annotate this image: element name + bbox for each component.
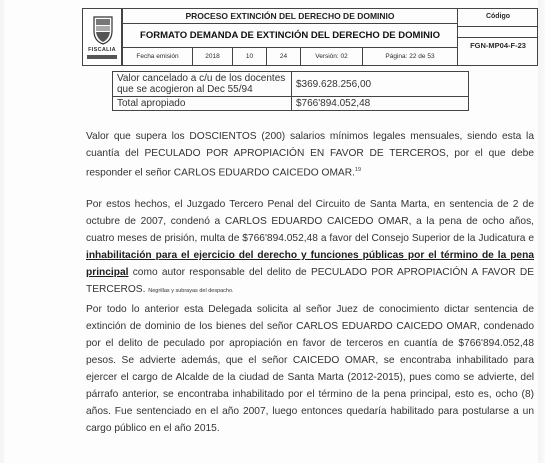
code-box [458,8,538,66]
paragraph-1 [86,128,534,181]
process-title: PROCESO EXTINCIÓN DEL DERECHO DE DOMINIO [122,8,458,24]
paragraph-3 [86,301,534,437]
amount-value: $369.628.256,00 [292,72,469,97]
paragraph-2 [86,196,534,300]
table-row [113,97,469,111]
code-divider-2 [458,37,538,38]
amount-value: $766'894.052,48 [292,97,469,111]
amount-label: Valor cancelado a c/u de los docentes que se acogieron al Dec 55/94 [113,72,292,97]
coat-of-arms-icon [92,15,114,45]
logo-underline [87,55,117,59]
code-label: Código [485,13,511,20]
amount-table [112,71,469,111]
emission-day: 24 [267,48,301,65]
paragraph-3-text: Por todo lo anterior esta Delegada solicita al señor Juez de conocimiento dictar sentencia de extinción de dominio de los bienes del señor CARLOS EDUARDO CAICEDO OMAR, condenado por el delito de peculado por apropiación en favor de terceros en cuantía de $766'894.052,48 pesos. Se advierte además, que el señor CAICEDO OMAR, se encontraba inhabilitado para ejercer el cargo de Alcalde de la ciudad de Santa Marta (2012-2015), pues como se advierte, del párrafo anterior, se encontraba inhabilitado por el término de la pena principal, esto es, ocho (8) años. Fue sentenciado en el año 2007, luego entonces quedaría habilitado para postularse a un cargo público en el año 2015. [86,304,534,434]
paragraph-2-emphasis: inhabilitación para el ejercicio del derecho y funciones públicas por el término de la pena principal [86,250,534,278]
fiscalia-logo [82,8,122,66]
form-title: FORMATO DEMANDA DE EXTINCIÓN DEL DERECHO DE DOMINIO [122,24,458,48]
logo-text: FISCALIA [88,47,116,53]
right-scan-edge [538,0,545,463]
amount-label: Total apropiado [113,97,292,111]
emission-year: 2018 [193,48,233,65]
emission-label: Fecha emisión [123,48,193,65]
table-row [113,72,469,97]
paragraph-2-text-b: como autor responsable del delito de PECULADO POR APROPIACIÓN A FAVOR DE TERCEROS. [86,267,534,295]
paragraph-2-text-a: Por estos hechos, el Juzgado Tercero Penal del Circuito de Santa Marta, en sentencia de 2 de octubre de 2007, condenó a CARLOS EDUARDO CAICEDO OMAR, a la pena de ocho años, cuatro meses de prisión, multa de $766'894.052,48 a favor del Consejo Superior de la Judicatura e [86,199,534,244]
left-scan-edge [0,0,4,463]
code-divider [458,26,538,27]
footnote-ref: 19 [354,167,362,173]
paragraph-1-text: Valor que supera los DOSCIENTOS (200) salarios mínimos legales mensuales, siendo esta la cuantía del PECULADO POR APROPIACIÓN EN FAVOR DE TERCEROS, por el que debe responder el señor CARLOS EDUARDO CAICEDO OMAR. [86,131,534,179]
emission-month: 10 [233,48,267,65]
code-value: FGN-MP04-F-23 [470,41,526,50]
emission-row [122,48,458,66]
version-label: Versión: 02 [301,48,363,65]
page-label: Página: 22 de 53 [385,53,435,60]
emphasis-note: Negrillas y subrayas del despacho. [148,288,234,294]
